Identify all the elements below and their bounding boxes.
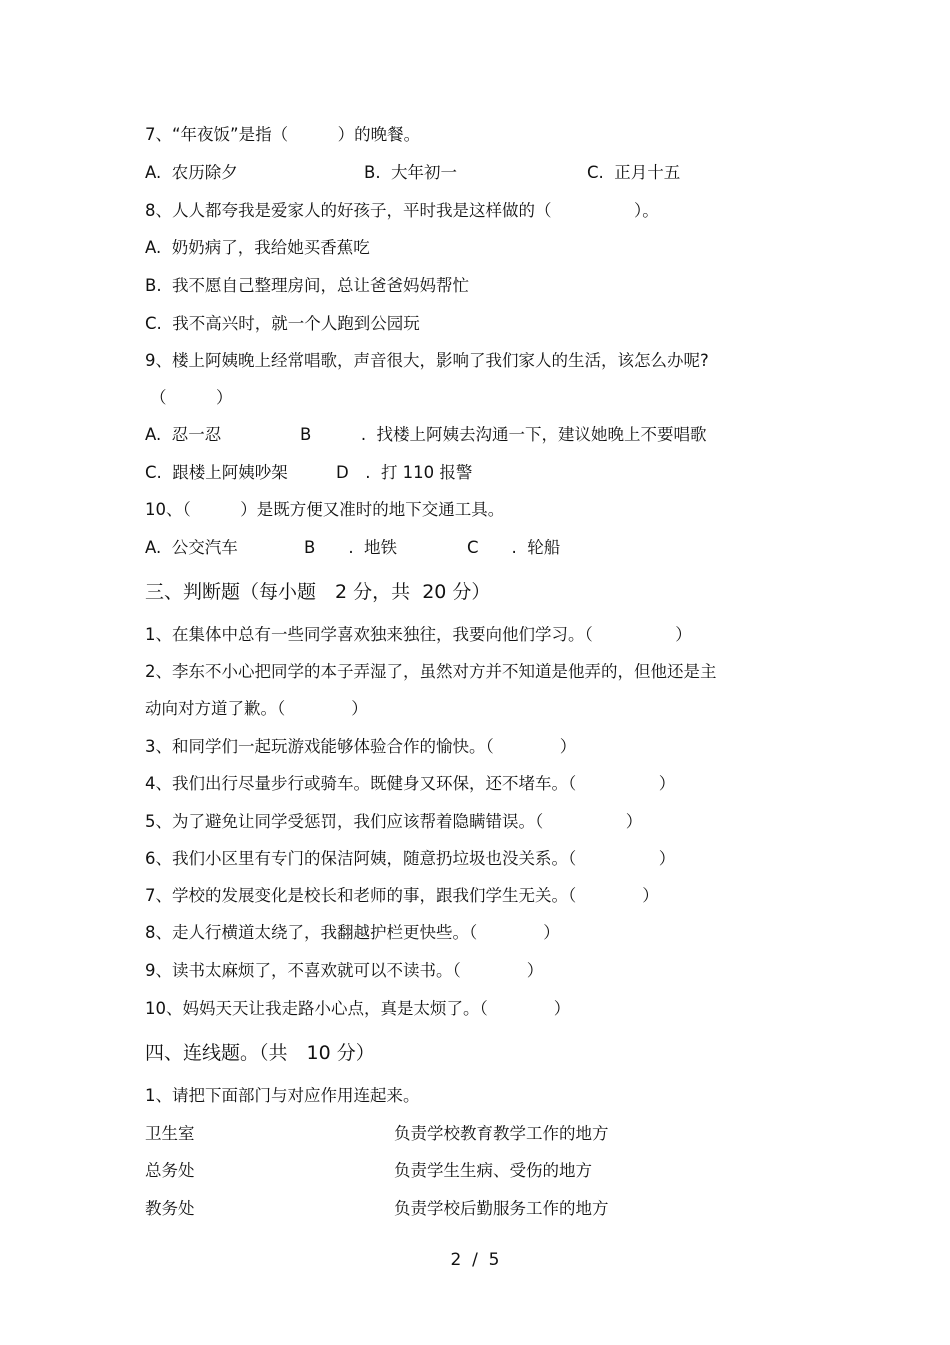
q9-option-c: C. 跟楼上阿姨吵架: [145, 463, 288, 482]
match-right-3: 负责学校后勤服务工作的地方: [394, 1199, 609, 1218]
match-left-2: 总务处: [145, 1161, 195, 1180]
s3-item-2-cont: 动向对方道了歉。（ ）: [145, 699, 368, 718]
page-number: 2 / 5: [450, 1250, 500, 1270]
s3-item-2: 2、李东不小心把同学的本子弄湿了，虽然对方并不知道是他弄的，但他还是主: [145, 662, 717, 681]
q8-option-a: A. 奶奶病了，我给她买香蕉吃: [145, 238, 370, 257]
q10-option-b: B . 地铁: [304, 538, 398, 557]
s3-item-8: 8、走人行横道太绕了，我翻越护栏更快些。（ ）: [145, 923, 560, 942]
s3-item-9: 9、读书太麻烦了，不喜欢就可以不读书。（ ）: [145, 961, 544, 980]
s3-item-1: 1、在集体中总有一些同学喜欢独来独往，我要向他们学习。（ ）: [145, 625, 692, 644]
q9-option-b: B . 找楼上阿姨去沟通一下，建议她晚上不要唱歌: [300, 425, 707, 444]
q8-option-b: B. 我不愿自己整理房间，总让爸爸妈妈帮忙: [145, 276, 470, 295]
match-right-2: 负责学生生病、受伤的地方: [394, 1161, 592, 1180]
s3-item-5: 5、为了避免让同学受惩罚，我们应该帮着隐瞒错误。（ ）: [145, 812, 643, 831]
s4-prompt: 1、请把下面部门与对应作用连起来。: [145, 1086, 420, 1105]
q9-option-d: D . 打 110 报警: [336, 463, 473, 482]
q8-stem: 8、人人都夸我是爱家人的好孩子，平时我是这样做的（ ）。: [145, 201, 659, 220]
q7-option-b: B. 大年初一: [364, 163, 458, 182]
q7-stem: 7、“年夜饭”是指（ ）的晚餐。: [145, 125, 421, 144]
q10-option-a: A. 公交汽车: [145, 538, 238, 557]
q10-stem: 10、（ ）是既方便又准时的地下交通工具。: [145, 500, 505, 519]
match-left-1: 卫生室: [145, 1124, 195, 1143]
q7-option-a: A. 农历除夕: [145, 163, 238, 182]
q9-stem: 9、楼上阿姨晚上经常唱歌，声音很大，影响了我们家人的生活，该怎么办呢?: [145, 351, 709, 370]
q9-option-a: A. 忍一忍: [145, 425, 222, 444]
s3-item-7: 7、学校的发展变化是校长和老师的事，跟我们学生无关。（ ）: [145, 886, 659, 905]
match-right-1: 负责学校教育教学工作的地方: [394, 1124, 609, 1143]
q7-option-c: C. 正月十五: [587, 163, 681, 182]
s3-item-4: 4、我们出行尽量步行或骑车。既健身又环保，还不堵车。（ ）: [145, 774, 676, 793]
section4-title: 四、连线题。（共 10 分）: [145, 1042, 375, 1064]
q8-option-c: C. 我不高兴时，就一个人跑到公园玩: [145, 314, 420, 333]
s3-item-6: 6、我们小区里有专门的保洁阿姨，随意扔垃圾也没关系。（ ）: [145, 849, 676, 868]
section3-title: 三、判断题（每小题 2 分，共 20 分）: [145, 581, 491, 603]
q10-option-c: C . 轮船: [467, 538, 561, 557]
q9-stem-blank: （ ）: [150, 388, 233, 407]
s3-item-10: 10、妈妈天天让我走路小心点，真是太烦了。（ ）: [145, 999, 571, 1018]
match-left-3: 教务处: [145, 1199, 195, 1218]
s3-item-3: 3、和同学们一起玩游戏能够体验合作的愉快。（ ）: [145, 737, 577, 756]
